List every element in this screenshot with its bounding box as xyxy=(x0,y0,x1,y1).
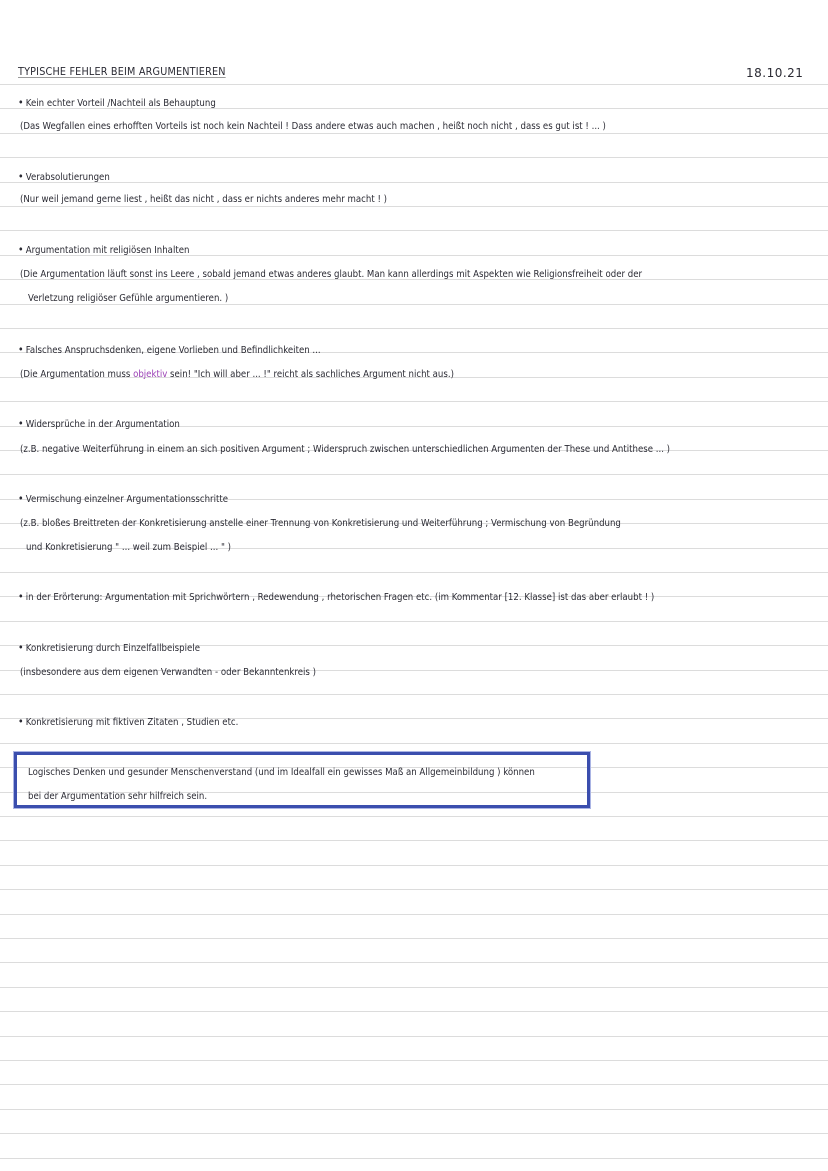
item-explanation: und Konkretisierung " ... weil zum Beispiel ... " ) xyxy=(26,542,232,553)
bullet-item: • Vermischung einzelner Argumentationsschritte xyxy=(18,492,229,505)
bullet-dot-icon: • xyxy=(18,492,24,505)
rule-line xyxy=(0,328,828,329)
rule-line xyxy=(0,1084,828,1085)
bullet-item: • Kein echter Vorteil /Nachteil als Behauptung xyxy=(18,96,216,109)
bullet-dot-icon: • xyxy=(18,417,24,430)
rule-line xyxy=(0,962,828,963)
rule-line xyxy=(0,914,828,915)
bullet-item: • Argumentation mit religiösen Inhalten xyxy=(18,243,190,256)
rule-line xyxy=(0,230,828,231)
rule-line xyxy=(0,1060,828,1061)
item-explanation: (Das Wegfallen eines erhofften Vorteils ist noch kein Nachteil ! Dass andere etwas auch machen , heißt noch nicht , dass es gut ist ! ... ) xyxy=(20,121,606,132)
item-explanation: (Die Argumentation muss objektiv sein! "Ich will aber ... !" reicht als sachliches Argument nicht aus.) xyxy=(20,369,454,380)
bullet-item: • in der Erörterung: Argumentation mit Sprichwörtern , Redewendung , rhetorischen Fragen etc. (im Kommentar [12. Klasse] ist das aber erlaubt ! ) xyxy=(18,590,655,603)
rule-line xyxy=(0,938,828,939)
bullet-dot-icon: • xyxy=(18,590,24,603)
rule-line xyxy=(0,865,828,866)
rule-line xyxy=(0,743,828,744)
rule-line xyxy=(0,621,828,622)
page-title: TYPISCHE FEHLER BEIM ARGUMENTIEREN xyxy=(18,66,226,78)
bullet-dot-icon: • xyxy=(18,641,24,654)
rule-line xyxy=(0,572,828,573)
bullet-dot-icon: • xyxy=(18,170,24,183)
item-explanation: (z.B. negative Weiterführung in einem an sich positiven Argument ; Widerspruch zwischen unterschiedlichen Argumenten der These und Antithese ... ) xyxy=(20,444,671,455)
rule-line xyxy=(0,1109,828,1110)
bullet-dot-icon: • xyxy=(18,96,24,109)
rule-line xyxy=(0,157,828,158)
note-line: bei der Argumentation sehr hilfreich sein. xyxy=(28,791,208,802)
rule-line xyxy=(0,1158,828,1159)
date: 18.10.21 xyxy=(746,66,804,80)
item-explanation: (z.B. bloßes Breittreten der Konkretisierung anstelle einer Trennung von Konkretisierung und Weiterführung ; Vermischung von Begründung xyxy=(20,518,621,529)
item-explanation: (Die Argumentation läuft sonst ins Leere , sobald jemand etwas anderes glaubt. Man kann allerdings mit Aspekten wie Religionsfreiheit oder der xyxy=(20,269,643,280)
rule-line xyxy=(0,474,828,475)
note-line: Logisches Denken und gesunder Menschenverstand (und im Idealfall ein gewisses Maß an Allgemeinbildung ) können xyxy=(28,767,535,778)
bullet-item: • Konkretisierung mit fiktiven Zitaten , Studien etc. xyxy=(18,715,239,728)
item-explanation: (Nur weil jemand gerne liest , heißt das nicht , dass er nichts anderes mehr macht ! ) xyxy=(20,194,388,205)
rule-line xyxy=(0,401,828,402)
rule-line xyxy=(0,1133,828,1134)
bullet-item: • Falsches Anspruchsdenken, eigene Vorlieben und Befindlichkeiten ... xyxy=(18,343,321,356)
rule-line xyxy=(0,694,828,695)
bullet-dot-icon: • xyxy=(18,243,24,256)
bullet-dot-icon: • xyxy=(18,715,24,728)
rule-line xyxy=(0,987,828,988)
bullet-item: • Widersprüche in der Argumentation xyxy=(18,417,180,430)
bullet-item: • Konkretisierung durch Einzelfallbeispiele xyxy=(18,641,200,654)
rule-line xyxy=(0,1011,828,1012)
rule-line xyxy=(0,84,828,85)
rule-line xyxy=(0,889,828,890)
rule-line xyxy=(0,182,828,183)
item-explanation: (insbesondere aus dem eigenen Verwandten - oder Bekanntenkreis ) xyxy=(20,667,317,678)
item-explanation: Verletzung religiöser Gefühle argumentieren. ) xyxy=(28,293,229,304)
rule-line xyxy=(0,1036,828,1037)
rule-line xyxy=(0,840,828,841)
highlighted-word: objektiv xyxy=(133,369,168,380)
bullet-dot-icon: • xyxy=(18,343,24,356)
rule-line xyxy=(0,816,828,817)
bullet-item: • Verabsolutierungen xyxy=(18,170,110,183)
